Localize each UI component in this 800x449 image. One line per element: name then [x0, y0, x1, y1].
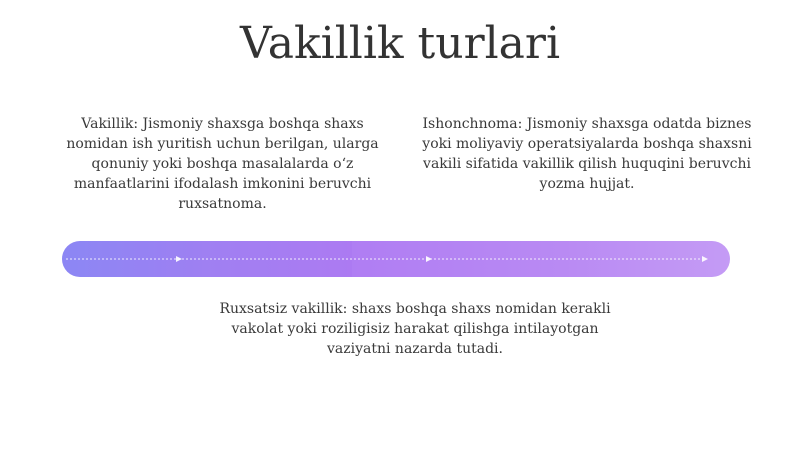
- timeline-bar: [62, 241, 730, 277]
- slide-title: Vakillik turlari: [239, 18, 561, 69]
- timeline-arrow-line: [62, 241, 730, 277]
- definition-ishonchnoma: Ishonchnoma: Jismoniy shaxsga odatda biznes yoki moliyaviy operatsiyalarda boshqa shaxsni vakili sifatida vakillik qilish huquqini beruvchi yozma hujjat.: [422, 116, 752, 192]
- definition-vakillik: Vakillik: Jismoniy shaxsga boshqa shaxs nomidan ish yuritish uchun berilgan, ularga qonuniy yoki boshqa masalalarda o‘z manfaatlarini ifodalash imkonini beruvchi ruxsatnoma.: [66, 116, 379, 212]
- definition-ruxsatsiz-vakillik: Ruxsatsiz vakillik: shaxs boshqa shaxs nomidan kerakli vakolat yoki roziligisiz harakat qilishga intilayotgan vaziyatni nazarda tutadi.: [219, 301, 611, 357]
